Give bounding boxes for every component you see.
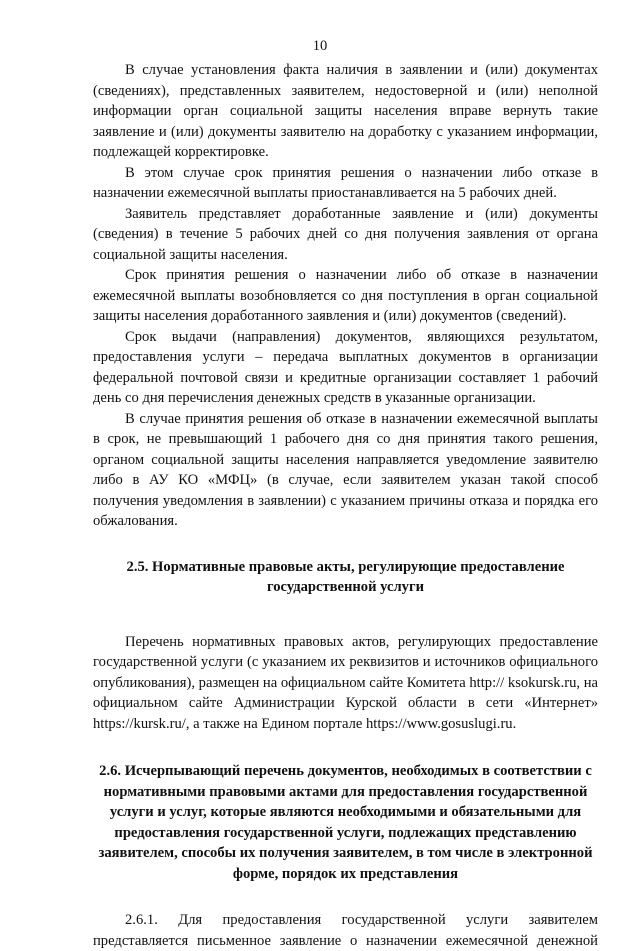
paragraph-legal-acts: Перечень нормативных правовых актов, регулирующих предоставление государственной услуги (с указанием их реквизитов и источников официального опубликования), размещен на официальном сайте Комитета http:// ksokursk.ru, на официальном сайте Администрации Курской области в сети «Интернет» https://kursk.ru/, а также на Едином портале https://www.gosuslugi.ru. bbox=[93, 633, 598, 732]
page-content bbox=[93, 60, 598, 951]
paragraph-resubmission: Заявитель представляет доработанные заявление и (или) документы (сведения) в течение 5 рабочих дней со дня получения заявления от органа социальной защиты населения. bbox=[93, 205, 598, 263]
paragraph-term-resumption: Срок принятия решения о назначении либо об отказе в назначении ежемесячной выплаты возобновляется со дня поступления в орган социальной защиты населения доработанного заявления и (или) документов (сведений). bbox=[93, 267, 598, 324]
paragraph-data-correction: В случае установления факта наличия в заявлении и (или) документах (сведениях), представленных заявителем, недостоверной и (или) неполной информации орган социальной защиты населения вправе вернуть такие заявление и (или) документы заявителю на доработку с указанием информации, подлежащей корректировке. bbox=[93, 62, 598, 160]
page-number: 10 bbox=[312, 38, 328, 54]
section-heading-2-5: 2.5. Нормативные правовые акты, регулирующие предоставление государственной услуги bbox=[126, 558, 565, 595]
paragraph-term-suspension: В этом случае срок принятия решения о назначении либо отказе в назначении ежемесячной выплаты приостанавливается на 5 рабочих дней. bbox=[93, 164, 598, 201]
paragraph-issue-term: Срок выдачи (направления) документов, являющихся результатом, предоставления услуги – передача выплатных документов в организации федеральной почтовой связи и кредитные организации составляет 1 рабочий день со дня перечисления денежных средств в указанные организации. bbox=[93, 328, 598, 406]
section-heading-2-6: 2.6. Исчерпывающий перечень документов, необходимых в соответствии с нормативными правовыми актами для предоставления государственной услуги и услуг, которые являются необходимыми и обязательными для предоставления государственной услуги, подлежащих представлению заявителем, способы их получения заявителем, в том числе в электронной форме, порядок их представления bbox=[98, 763, 593, 882]
paragraph-refusal-notice: В случае принятия решения об отказе в назначении ежемесячной выплаты в срок, не превышающий 1 рабочего дня со дня принятия такого решения, органом социальной защиты населения направляется уведомление заявителю либо в АУ КО «МФЦ» (в случае, если заявителем указан такой способ получения уведомления в заявлении) с указанием причины отказа и порядка его обжалования. bbox=[93, 410, 598, 529]
paragraph-2-6-1: 2.6.1. Для предоставления государственной услуги заявителем представляется письменное заявление о назначении ежемесячной денежной bbox=[93, 912, 598, 949]
